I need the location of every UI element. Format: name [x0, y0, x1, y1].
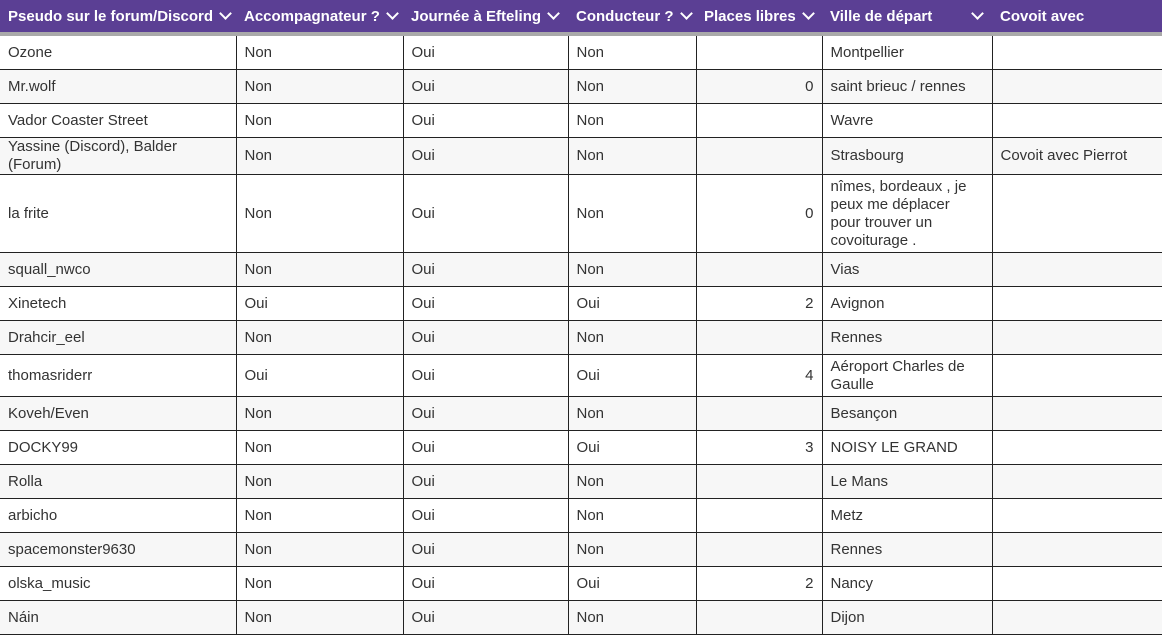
chevron-down-icon[interactable]: [971, 7, 984, 20]
column-header-ville-depart[interactable]: [822, 0, 992, 34]
cell-covoit-avec[interactable]: [992, 397, 1162, 431]
cell-conducteur[interactable]: Non: [568, 601, 696, 635]
cell-covoit-avec[interactable]: [992, 499, 1162, 533]
table-row: [0, 355, 1162, 397]
table-row: [0, 601, 1162, 635]
cell-ville-depart[interactable]: Metz: [822, 499, 992, 533]
cell-conducteur[interactable]: Non: [568, 175, 696, 253]
cell-journee[interactable]: Oui: [403, 287, 568, 321]
cell-accompagnateur[interactable]: Non: [236, 175, 403, 253]
column-header-label: Ville de départ: [830, 7, 933, 25]
cell-journee[interactable]: Oui: [403, 499, 568, 533]
cell-ville-depart[interactable]: Dijon: [822, 601, 992, 635]
cell-conducteur[interactable]: Oui: [568, 567, 696, 601]
column-header-label: Journée à Efteling: [411, 7, 542, 25]
cell-covoit-avec[interactable]: [992, 287, 1162, 321]
cell-places-libres[interactable]: [696, 499, 822, 533]
cell-places-libres[interactable]: [696, 253, 822, 287]
cell-conducteur[interactable]: Non: [568, 533, 696, 567]
cell-journee[interactable]: Oui: [403, 253, 568, 287]
cell-covoit-avec[interactable]: [992, 321, 1162, 355]
cell-ville-depart[interactable]: Vias: [822, 253, 992, 287]
column-header-pseudo[interactable]: [0, 0, 236, 34]
cell-pseudo[interactable]: squall_nwco: [0, 253, 236, 287]
chevron-down-icon[interactable]: [680, 7, 693, 20]
chevron-down-icon[interactable]: [386, 7, 399, 20]
cell-journee[interactable]: Oui: [403, 533, 568, 567]
column-header-accompagnateur[interactable]: [236, 0, 403, 34]
cell-accompagnateur[interactable]: Non: [236, 397, 403, 431]
cell-journee[interactable]: Oui: [403, 355, 568, 397]
column-header-label: Conducteur ?: [576, 7, 674, 25]
cell-journee[interactable]: Oui: [403, 567, 568, 601]
cell-places-libres[interactable]: [696, 533, 822, 567]
cell-ville-depart[interactable]: Rennes: [822, 533, 992, 567]
cell-accompagnateur[interactable]: Non: [236, 533, 403, 567]
column-header-covoit-avec[interactable]: [992, 0, 1162, 34]
cell-ville-depart[interactable]: Aéroport Charles de Gaulle: [822, 355, 992, 397]
cell-pseudo[interactable]: thomasriderr: [0, 355, 236, 397]
cell-conducteur[interactable]: Non: [568, 104, 696, 138]
cell-ville-depart[interactable]: Strasbourg: [822, 138, 992, 175]
chevron-down-icon[interactable]: [219, 7, 232, 20]
cell-covoit-avec[interactable]: [992, 104, 1162, 138]
cell-conducteur[interactable]: Non: [568, 138, 696, 175]
cell-places-libres[interactable]: [696, 138, 822, 175]
cell-accompagnateur[interactable]: Non: [236, 70, 403, 104]
table-row: [0, 287, 1162, 321]
cell-places-libres[interactable]: 2: [696, 287, 822, 321]
cell-ville-depart[interactable]: Le Mans: [822, 465, 992, 499]
cell-accompagnateur[interactable]: Non: [236, 567, 403, 601]
cell-ville-depart[interactable]: Wavre: [822, 104, 992, 138]
cell-conducteur[interactable]: Non: [568, 321, 696, 355]
cell-pseudo[interactable]: arbicho: [0, 499, 236, 533]
table-row: [0, 567, 1162, 601]
cell-pseudo[interactable]: Náin: [0, 601, 236, 635]
cell-journee[interactable]: Oui: [403, 321, 568, 355]
cell-pseudo[interactable]: Koveh/Even: [0, 397, 236, 431]
table-row: [0, 138, 1162, 175]
cell-covoit-avec[interactable]: Covoit avec Pierrot: [992, 138, 1162, 175]
cell-ville-depart[interactable]: nîmes, bordeaux , je peux me déplacer pour trouver un covoiturage .: [822, 175, 992, 253]
cell-pseudo[interactable]: Yassine (Discord), Balder (Forum): [0, 138, 236, 175]
cell-accompagnateur[interactable]: Non: [236, 431, 403, 465]
cell-places-libres[interactable]: 4: [696, 355, 822, 397]
cell-journee[interactable]: Oui: [403, 34, 568, 70]
cell-ville-depart[interactable]: Rennes: [822, 321, 992, 355]
table-row: [0, 70, 1162, 104]
cell-covoit-avec[interactable]: [992, 175, 1162, 253]
cell-pseudo[interactable]: Vador Coaster Street: [0, 104, 236, 138]
cell-journee[interactable]: Oui: [403, 431, 568, 465]
cell-conducteur[interactable]: Non: [568, 34, 696, 70]
cell-conducteur[interactable]: Oui: [568, 355, 696, 397]
cell-covoit-avec[interactable]: [992, 34, 1162, 70]
cell-places-libres[interactable]: [696, 34, 822, 70]
column-header-places-libres[interactable]: [696, 0, 822, 34]
column-header-label: Pseudo sur le forum/Discord: [8, 7, 214, 25]
cell-conducteur[interactable]: Oui: [568, 431, 696, 465]
table-row: [0, 104, 1162, 138]
cell-places-libres[interactable]: 3: [696, 431, 822, 465]
cell-covoit-avec[interactable]: [992, 253, 1162, 287]
column-header-conducteur[interactable]: [568, 0, 696, 34]
cell-accompagnateur[interactable]: Non: [236, 34, 403, 70]
cell-pseudo[interactable]: Xinetech: [0, 287, 236, 321]
cell-accompagnateur[interactable]: Oui: [236, 287, 403, 321]
column-header-journee[interactable]: [403, 0, 568, 34]
header-row: [0, 0, 1162, 34]
cell-journee[interactable]: Oui: [403, 601, 568, 635]
cell-covoit-avec[interactable]: [992, 465, 1162, 499]
cell-places-libres[interactable]: [696, 104, 822, 138]
cell-pseudo[interactable]: Ozone: [0, 34, 236, 70]
cell-accompagnateur[interactable]: Non: [236, 104, 403, 138]
column-header-label: Covoit avec: [1000, 7, 1085, 25]
cell-places-libres[interactable]: [696, 397, 822, 431]
cell-pseudo[interactable]: DOCKY99: [0, 431, 236, 465]
cell-covoit-avec[interactable]: [992, 533, 1162, 567]
cell-covoit-avec[interactable]: [992, 431, 1162, 465]
cell-ville-depart[interactable]: Avignon: [822, 287, 992, 321]
table-row: [0, 253, 1162, 287]
cell-accompagnateur[interactable]: Non: [236, 601, 403, 635]
cell-accompagnateur[interactable]: Non: [236, 321, 403, 355]
cell-places-libres[interactable]: 0: [696, 175, 822, 253]
cell-accompagnateur[interactable]: Non: [236, 465, 403, 499]
table-row: [0, 431, 1162, 465]
cell-conducteur[interactable]: Non: [568, 465, 696, 499]
cell-journee[interactable]: Oui: [403, 397, 568, 431]
cell-ville-depart[interactable]: Montpellier: [822, 34, 992, 70]
cell-ville-depart[interactable]: Nancy: [822, 567, 992, 601]
table-row: [0, 34, 1162, 70]
cell-ville-depart[interactable]: saint brieuc / rennes: [822, 70, 992, 104]
cell-places-libres[interactable]: 2: [696, 567, 822, 601]
cell-places-libres[interactable]: [696, 465, 822, 499]
cell-pseudo[interactable]: Mr.wolf: [0, 70, 236, 104]
table-row: [0, 533, 1162, 567]
cell-accompagnateur[interactable]: Non: [236, 253, 403, 287]
cell-conducteur[interactable]: Non: [568, 253, 696, 287]
cell-ville-depart[interactable]: Besançon: [822, 397, 992, 431]
cell-pseudo[interactable]: olska_music: [0, 567, 236, 601]
cell-journee[interactable]: Oui: [403, 70, 568, 104]
cell-conducteur[interactable]: Non: [568, 397, 696, 431]
cell-conducteur[interactable]: Non: [568, 70, 696, 104]
cell-places-libres[interactable]: [696, 321, 822, 355]
table-row: [0, 321, 1162, 355]
cell-covoit-avec[interactable]: [992, 567, 1162, 601]
cell-pseudo[interactable]: spacemonster9630: [0, 533, 236, 567]
cell-accompagnateur[interactable]: Non: [236, 499, 403, 533]
cell-places-libres[interactable]: 0: [696, 70, 822, 104]
cell-ville-depart[interactable]: NOISY LE GRAND: [822, 431, 992, 465]
cell-accompagnateur[interactable]: Non: [236, 138, 403, 175]
cell-pseudo[interactable]: Rolla: [0, 465, 236, 499]
cell-covoit-avec[interactable]: [992, 601, 1162, 635]
column-header-label: Accompagnateur ?: [244, 7, 380, 25]
table-row: [0, 465, 1162, 499]
chevron-down-icon[interactable]: [547, 7, 560, 20]
cell-accompagnateur[interactable]: Oui: [236, 355, 403, 397]
cell-journee[interactable]: Oui: [403, 138, 568, 175]
cell-covoit-avec[interactable]: [992, 70, 1162, 104]
cell-pseudo[interactable]: la frite: [0, 175, 236, 253]
cell-conducteur[interactable]: Non: [568, 499, 696, 533]
cell-journee[interactable]: Oui: [403, 104, 568, 138]
cell-journee[interactable]: Oui: [403, 465, 568, 499]
column-header-label: Places libres: [704, 7, 796, 25]
cell-journee[interactable]: Oui: [403, 175, 568, 253]
cell-pseudo[interactable]: Drahcir_eel: [0, 321, 236, 355]
cell-places-libres[interactable]: [696, 601, 822, 635]
table-row: [0, 397, 1162, 431]
table-row: [0, 175, 1162, 253]
chevron-down-icon[interactable]: [802, 7, 815, 20]
cell-conducteur[interactable]: Oui: [568, 287, 696, 321]
cell-covoit-avec[interactable]: [992, 355, 1162, 397]
table-row: [0, 499, 1162, 533]
